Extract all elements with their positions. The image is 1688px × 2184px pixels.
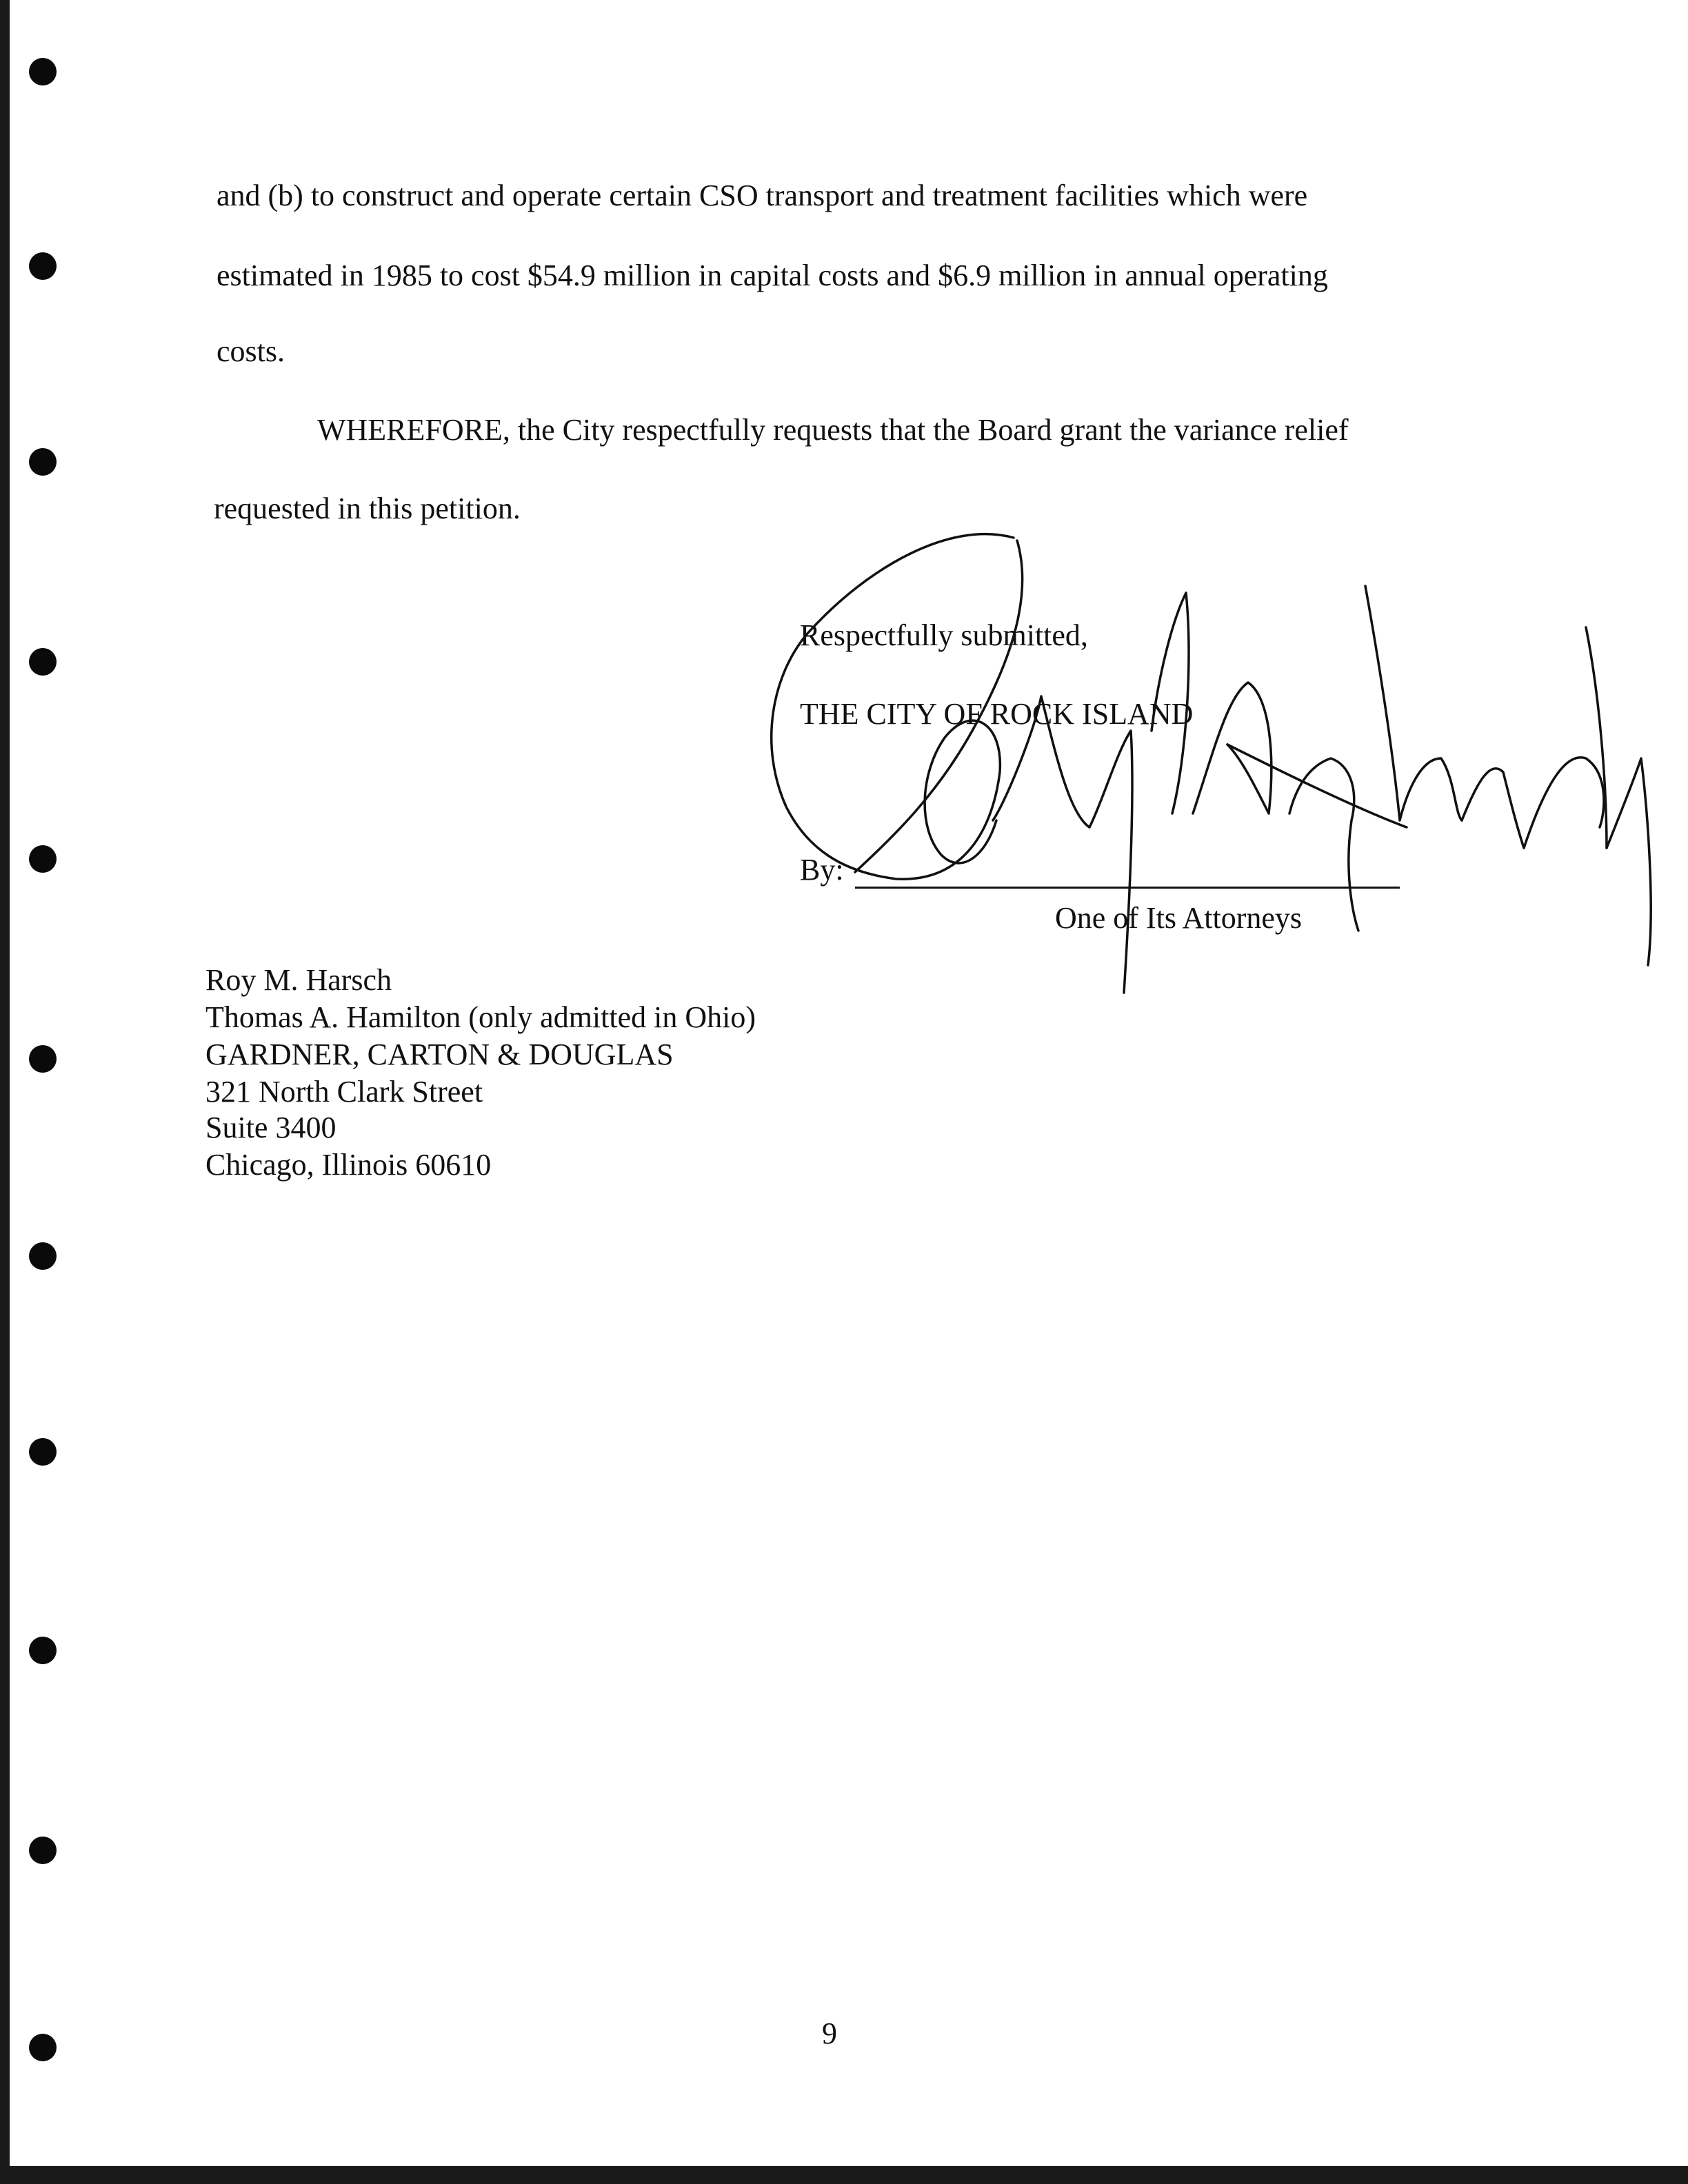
binder-hole [29,1045,57,1073]
binder-hole [29,58,57,85]
binder-hole [29,648,57,676]
counsel-line: GARDNER, CARTON & DOUGLAS [205,1038,674,1071]
binder-hole [29,448,57,476]
handwritten-signature [745,524,1662,1007]
binder-hole [29,252,57,280]
body-line: costs. [217,334,285,368]
body-line: requested in this petition. [214,492,521,525]
body-line: estimated in 1985 to cost $54.9 million in capital costs and $6.9 million in annual operating [217,259,1328,292]
counsel-line: Chicago, Illinois 60610 [205,1148,492,1182]
binder-hole [29,845,57,873]
signer-title: One of Its Attorneys [1055,901,1303,935]
binder-hole [29,1242,57,1270]
counsel-line: 321 North Clark Street [205,1075,483,1109]
party-name: THE CITY OF ROCK ISLAND [800,697,1194,731]
body-line: WHEREFORE, the City respectfully requests that the Board grant the variance relief [317,413,1349,447]
binder-hole [29,1837,57,1864]
counsel-line: Suite 3400 [205,1111,336,1144]
by-label: By: [800,853,844,887]
page-number: 9 [822,2016,837,2050]
scan-bottom-edge [0,2166,1688,2184]
binder-hole [29,2034,57,2061]
counsel-line: Thomas A. Hamilton (only admitted in Ohio) [205,1000,756,1034]
scan-left-edge [0,0,10,2184]
binder-hole [29,1438,57,1466]
body-line: and (b) to construct and operate certain CSO transport and treatment facilities which were [217,179,1308,212]
closing-salutation: Respectfully submitted, [800,618,1088,652]
binder-hole [29,1637,57,1664]
counsel-line: Roy M. Harsch [205,963,392,997]
